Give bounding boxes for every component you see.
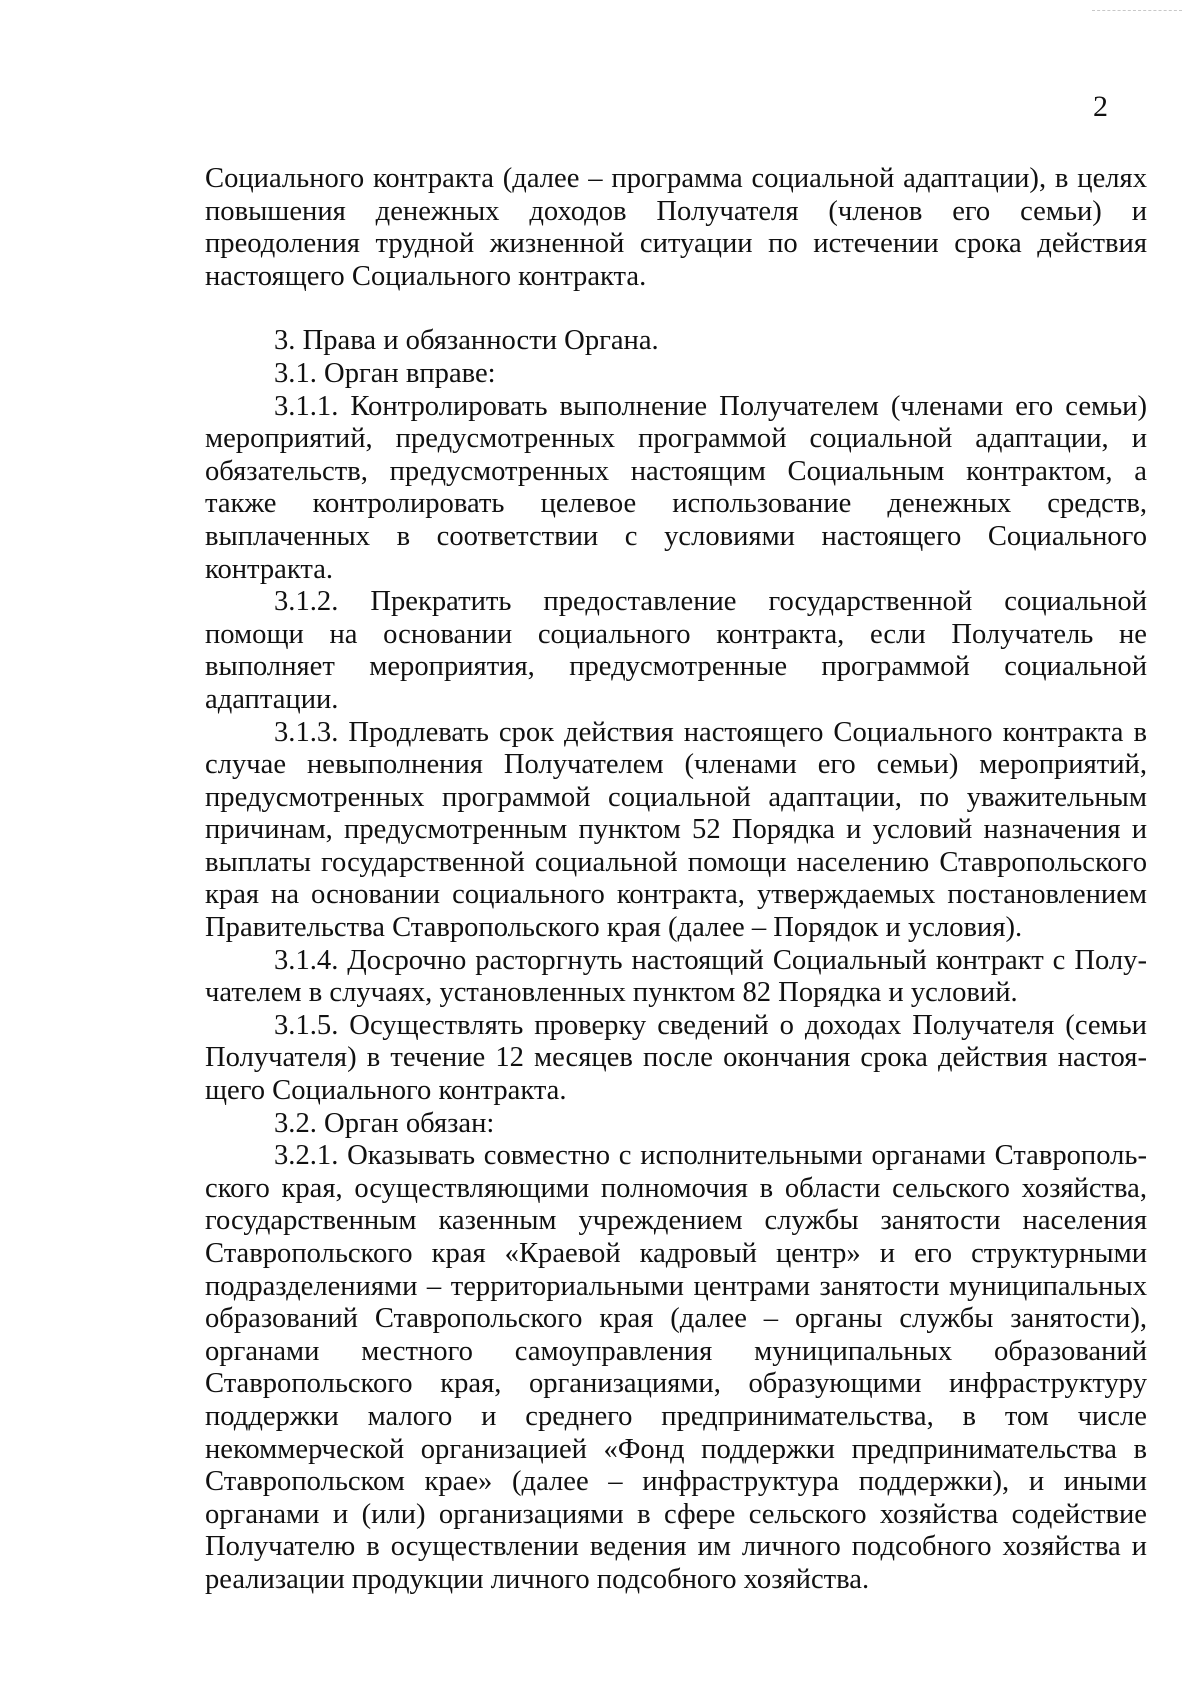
clause-3-1-5: 3.1.5. Осуществлять проверку сведений о доходах Получателя (семьи Получателя) в течение 12 месяцев после окончания срока действия настоящего Социального контракта. bbox=[205, 1009, 1147, 1107]
subsection-heading-rights: 3.1. Орган вправе: bbox=[274, 357, 496, 389]
section-heading-rights-obligations: 3. Права и обязанности Органа. bbox=[274, 325, 659, 357]
document-body bbox=[205, 163, 1147, 1597]
page-number: 2 bbox=[1093, 90, 1108, 123]
clause-3-1-3: 3.1.3. Продлевать срок действия настоящего Социального контракта в случае невыполнения Получателем (членами его семьи) мероприятий, предусмотренных программой социальной адаптации, по уважительным причинам, предусмотренным пунктом 52 Порядка и условий назначения и выплаты государственной социальной помощи населению Ставропольского края на основании социального контракта, утверждаемых постановлением Правительства Ставропольского края (далее – Порядок и условия). bbox=[205, 716, 1147, 944]
paragraph-continuation: Социального контракта (далее – программа социальной адаптации), в целях повышения денежных доходов Получателя (членов его семьи) и преодоления трудной жизненной ситуации по истечении срока действия настоящего Социального контракта. bbox=[205, 163, 1147, 292]
subsection-heading-obligations: 3.2. Орган обязан: bbox=[274, 1107, 495, 1139]
scan-artifact bbox=[1092, 10, 1182, 13]
clause-3-1-2: 3.1.2. Прекратить предоставление государственной социальной помощи на основании социального контракта, если Получатель не выполняет мероприятия, предусмотренные программой социальной адаптации. bbox=[205, 586, 1147, 715]
clause-3-1-1: 3.1.1. Контролировать выполнение Получателем (членами его семьи) мероприятий, предусмотренных программой социальной адаптации, и обязательств, предусмотренных настоящим Социальным контрактом, а также контролировать целевое использование денежных средств, выплаченных в соответствии с условиями настоящего Социального контракта. bbox=[205, 390, 1147, 585]
clause-3-1-4: 3.1.4. Досрочно расторгнуть настоящий Социальный контракт с Получателем в случаях, установленных пунктом 82 Порядка и условий. bbox=[205, 944, 1147, 1009]
clause-3-2-1: 3.2.1. Оказывать совместно с исполнительными органами Ставропольского края, осуществляющими полномочия в области сельского хозяйства, государственным казенным учреждением службы занятости населения Ставропольского края «Краевой кадровый центр» и его структурными подразделениями – территориальными центрами занятости муниципальных образований Ставропольского края (далее – органы службы занятости), органами местного самоуправления муниципальных образований Ставропольского края, организациями, образующими инфраструктуру поддержки малого и среднего предпринимательства, в том числе некоммерческой организацией «Фонд поддержки предпринимательства в Ставропольском крае» (далее – инфраструктура поддержки), и иными органами и (или) организациями в сфере сельского хозяйства содействие Получателю в осуществлении ведения им личного подсобного хозяйства и реализации продукции личного подсобного хозяйства. bbox=[205, 1140, 1147, 1595]
